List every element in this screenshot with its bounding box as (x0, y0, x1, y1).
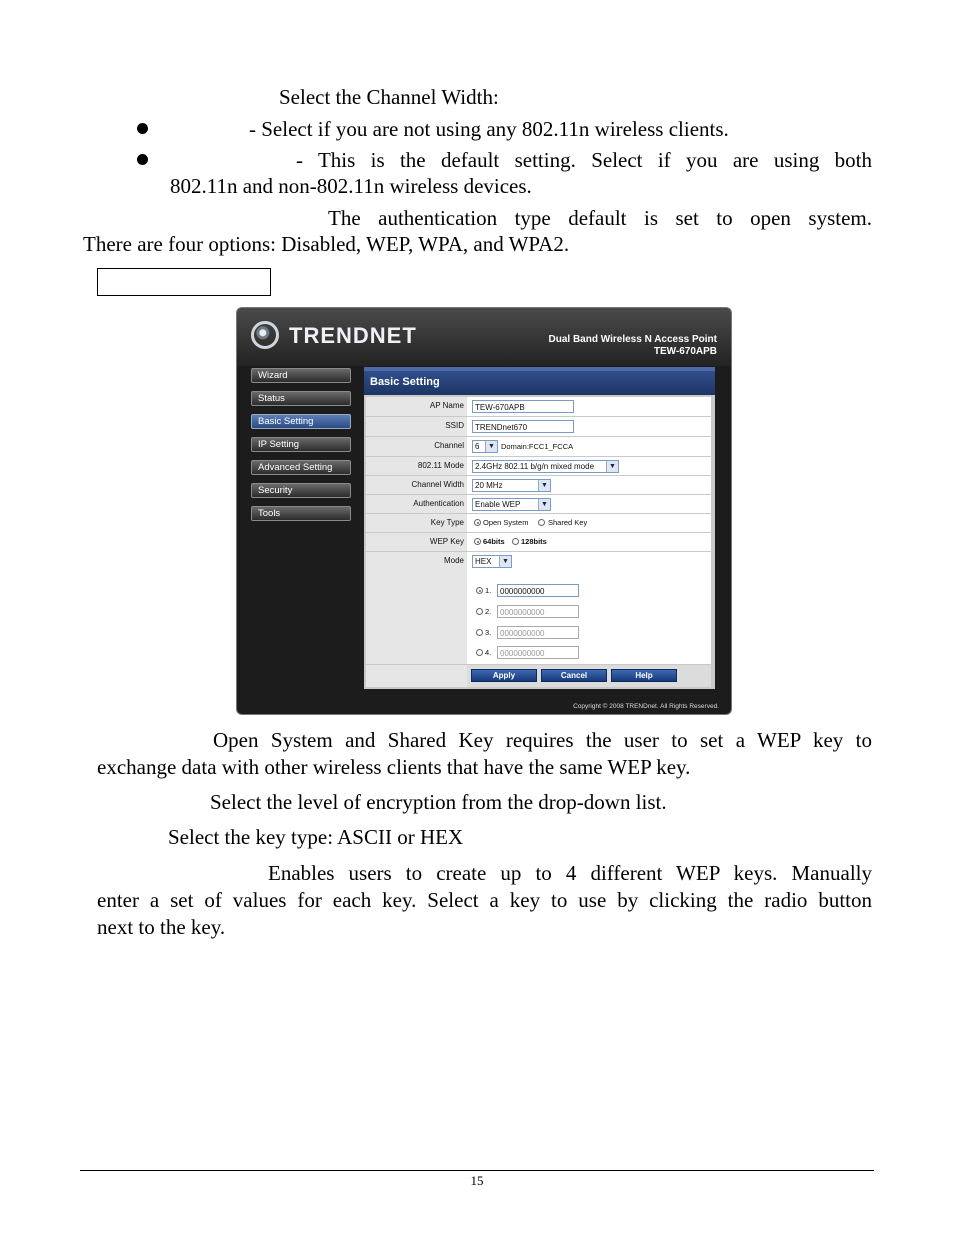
row-wep-key (366, 533, 711, 552)
channel-width-value: 20 MHz (475, 481, 503, 490)
copyright-text: Copyright © 2008 TRENDnet. All Rights Reserved. (573, 703, 719, 710)
bullet-item-2-line-2: 802.11n and non-802.11n wireless devices. (170, 174, 532, 198)
label-channel: Channel (366, 437, 467, 456)
mode-value: HEX (475, 557, 492, 566)
chevron-down-icon: ▼ (538, 499, 550, 510)
apply-button[interactable]: Apply (471, 669, 537, 682)
panel-title: Basic Setting (370, 376, 440, 388)
row-80211-mode (366, 457, 711, 476)
chevron-down-icon: ▼ (485, 441, 497, 452)
row-key-type (366, 514, 711, 533)
keys-paragraph-line-3: next to the key. (97, 915, 226, 939)
row-ssid (366, 417, 711, 437)
key-2-label: 2. (485, 607, 492, 616)
panel-header (364, 367, 715, 395)
authentication-value: Enable WEP (475, 500, 521, 509)
key-4-input[interactable]: 0000000000 (497, 646, 579, 659)
shared-key-label: Shared Key (548, 518, 588, 527)
field-channel-width (470, 476, 710, 494)
80211-mode-value: 2.4GHz 802.11 b/g/n mixed mode (475, 462, 595, 471)
shared-key-radio[interactable] (538, 519, 545, 526)
ssid-input[interactable]: TRENDnet670 (472, 420, 574, 433)
nav-advanced-setting[interactable]: Advanced Setting (251, 460, 351, 475)
wep-128bits-label: 128bits (521, 537, 547, 546)
heading-box (97, 268, 271, 296)
channel-width-intro: Select the Channel Width: (279, 85, 499, 109)
field-ap-name (470, 397, 710, 416)
row-buttons (366, 665, 711, 688)
channel-select[interactable] (472, 440, 498, 453)
row-channel (366, 437, 711, 457)
nav-security[interactable]: Security (251, 483, 351, 498)
page-number: 15 (470, 1173, 484, 1188)
row-mode (366, 552, 711, 665)
chevron-down-icon: ▼ (538, 480, 550, 491)
row-ap-name (366, 397, 711, 417)
label-ssid: SSID (366, 417, 467, 436)
field-authentication (470, 495, 710, 513)
ap-name-input[interactable]: TEW-670APB (472, 400, 574, 413)
key-4-radio[interactable] (476, 649, 483, 656)
field-key-type (470, 514, 710, 532)
key-type-paragraph-line-2: exchange data with other wireless clients that have the same WEP key. (97, 755, 691, 779)
text-line: Enables users to create up to 4 different WEP keys. Manually (268, 861, 872, 885)
screenshot-header (237, 308, 731, 366)
trendnet-logo-icon (251, 321, 279, 349)
row-channel-width (366, 476, 711, 495)
key-1-radio[interactable] (476, 587, 483, 594)
text-line: enter a set of values for each key. Select a key to use by clicking the radio button (97, 888, 872, 912)
nav-status[interactable]: Status (251, 391, 351, 406)
field-mode (470, 552, 710, 664)
key-3-label: 3. (485, 628, 492, 637)
nav-basic-setting[interactable]: Basic Setting (251, 414, 351, 429)
nav-ip-setting[interactable]: IP Setting (251, 437, 351, 452)
keys-paragraph-line-2 (97, 887, 872, 914)
nav-wizard[interactable]: Wizard (251, 368, 351, 383)
key-1-label: 1. (485, 586, 492, 595)
domain-text: Domain:FCC1_FCCA (501, 442, 574, 451)
channel-width-select[interactable] (472, 479, 551, 492)
field-channel (470, 437, 710, 456)
authentication-paragraph-line-2: There are four options: Disabled, WEP, WPA, and WPA2. (83, 232, 570, 256)
authentication-paragraph-line-1 (328, 205, 872, 232)
chevron-down-icon: ▼ (606, 461, 618, 472)
channel-value: 6 (475, 442, 480, 451)
bullet-item-1: - Select if you are not using any 802.11n wireless clients. (249, 117, 729, 141)
bullet-item-2-line-1 (296, 147, 872, 174)
wep-64bits-label: 64bits (483, 537, 505, 546)
label-channel-width: Channel Width (366, 476, 467, 494)
open-system-label: Open System (483, 518, 529, 527)
wep-64bits-radio[interactable] (474, 538, 481, 545)
key-4-label: 4. (485, 648, 492, 657)
wep-key-paragraph: Select the level of encryption from the drop-down list. (210, 790, 667, 814)
label-empty (366, 665, 467, 687)
keys-paragraph-line-1 (268, 860, 872, 887)
label-80211-mode: 802.11 Mode (366, 457, 467, 475)
bullet-icon (137, 154, 148, 165)
wep-128bits-radio[interactable] (512, 538, 519, 545)
field-ssid (470, 417, 710, 436)
mode-paragraph: Select the key type: ASCII or HEX (168, 825, 464, 849)
nav-tools[interactable]: Tools (251, 506, 351, 521)
label-wep-key: WEP Key (366, 533, 467, 551)
product-name: Dual Band Wireless N Access Point (548, 334, 717, 345)
footer-divider (80, 1170, 874, 1171)
label-mode (366, 552, 467, 664)
basic-setting-panel (364, 367, 715, 689)
key-3-radio[interactable] (476, 629, 483, 636)
help-button[interactable]: Help (611, 669, 677, 682)
key-1-input[interactable]: 0000000000 (497, 584, 579, 597)
product-model: TEW-670APB (653, 346, 717, 357)
open-system-radio[interactable] (474, 519, 481, 526)
brand-logo: TRENDNET (289, 323, 417, 348)
key-2-radio[interactable] (476, 608, 483, 615)
row-authentication (366, 495, 711, 514)
chevron-down-icon: ▼ (499, 556, 511, 567)
key-2-input[interactable]: 0000000000 (497, 605, 579, 618)
label-mode-text: Mode (443, 556, 464, 565)
field-wep-key (470, 533, 710, 551)
80211-mode-select[interactable] (472, 460, 619, 473)
authentication-select[interactable] (472, 498, 551, 511)
text-line: Open System and Shared Key requires the user to set a WEP key to (213, 728, 872, 752)
label-key-type: Key Type (366, 514, 467, 532)
cancel-button[interactable]: Cancel (541, 669, 607, 682)
bullet-icon (137, 123, 148, 134)
key-3-input[interactable]: 0000000000 (497, 626, 579, 639)
text-line: The authentication type default is set to open system. (328, 206, 872, 230)
label-ap-name: AP Name (366, 397, 467, 416)
label-authentication: Authentication (366, 495, 467, 513)
mode-select[interactable] (472, 555, 512, 568)
text-line: - This is the default setting. Select if you are using both (296, 148, 872, 172)
router-screenshot (236, 307, 732, 715)
field-80211-mode (470, 457, 710, 475)
key-type-paragraph-line-1 (213, 727, 872, 754)
